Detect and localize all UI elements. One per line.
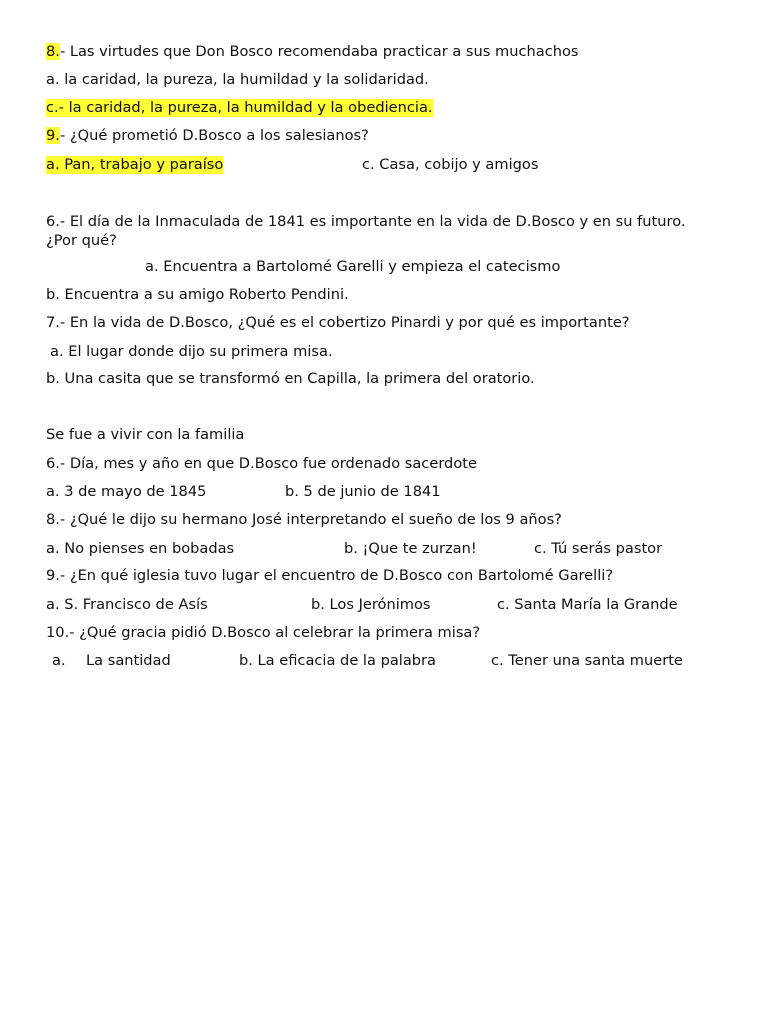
question-8-option-c-highlighted: c.- la caridad, la pureza, la humildad y la obediencia. — [46, 99, 433, 116]
question-6b-option-a: a. 3 de mayo de 1845 — [46, 483, 207, 500]
question-9-option-a-highlighted: a. Pan, trabajo y paraíso — [46, 156, 224, 173]
question-10-option-b: b. La eficacia de la palabra — [239, 652, 436, 669]
question-6b-option-b: b. 5 de junio de 1841 — [285, 483, 441, 500]
question-10-text: 10.- ¿Qué gracia pidió D.Bosco al celebrar la primera misa? — [46, 624, 481, 641]
question-9b-option-b: b. Los Jerónimos — [311, 596, 431, 613]
question-8-number: 8. — [46, 43, 60, 60]
question-8b-text: 8.- ¿Qué le dijo su hermano José interpretando el sueño de los 9 años? — [46, 511, 562, 528]
family-note: Se fue a vivir con la familia — [46, 426, 245, 443]
question-9-number: 9. — [46, 127, 60, 144]
question-9-heading — [46, 127, 369, 145]
question-6-option-b: b. Encuentra a su amigo Roberto Pendini. — [46, 286, 349, 303]
question-10-option-a-letter: a. — [52, 652, 66, 669]
question-10-option-c: c. Tener una santa muerte — [491, 652, 683, 669]
question-10-option-a: La santidad — [86, 652, 171, 669]
question-9-option-c: c. Casa, cobijo y amigos — [362, 156, 539, 173]
question-8b-option-a: a. No pienses en bobadas — [46, 540, 235, 557]
question-8b-option-b: b. ¡Que te zurzan! — [344, 540, 477, 557]
question-9-text: - ¿Qué prometió D.Bosco a los salesianos? — [59, 127, 369, 144]
question-9b-text: 9.- ¿En qué iglesia tuvo lugar el encuentro de D.Bosco con Bartolomé Garelli? — [46, 567, 614, 584]
question-6-option-a: a. Encuentra a Bartolomé Garelli y empieza el catecismo — [145, 258, 561, 275]
question-9b-option-a: a. S. Francisco de Asís — [46, 596, 208, 613]
question-6b-text: 6.- Día, mes y año en que D.Bosco fue ordenado sacerdote — [46, 455, 477, 472]
question-8-text: - Las virtudes que Don Bosco recomendaba practicar a sus muchachos — [59, 43, 579, 60]
question-6-text: 6.- El día de la Inmaculada de 1841 es importante en la vida de D.Bosco y en su futuro. ¿Por qué? — [46, 213, 686, 249]
question-8b-option-c: c. Tú serás pastor — [534, 540, 663, 557]
question-9b-option-c: c. Santa María la Grande — [497, 596, 678, 613]
question-7-option-b: b. Una casita que se transformó en Capilla, la primera del oratorio. — [46, 370, 535, 387]
question-7-option-a: a. El lugar donde dijo su primera misa. — [50, 343, 333, 360]
question-8-heading — [46, 43, 579, 61]
question-7-text: 7.- En la vida de D.Bosco, ¿Qué es el cobertizo Pinardi y por qué es importante? — [46, 314, 630, 331]
question-8-option-a: a. la caridad, la pureza, la humildad y la solidaridad. — [46, 71, 429, 88]
